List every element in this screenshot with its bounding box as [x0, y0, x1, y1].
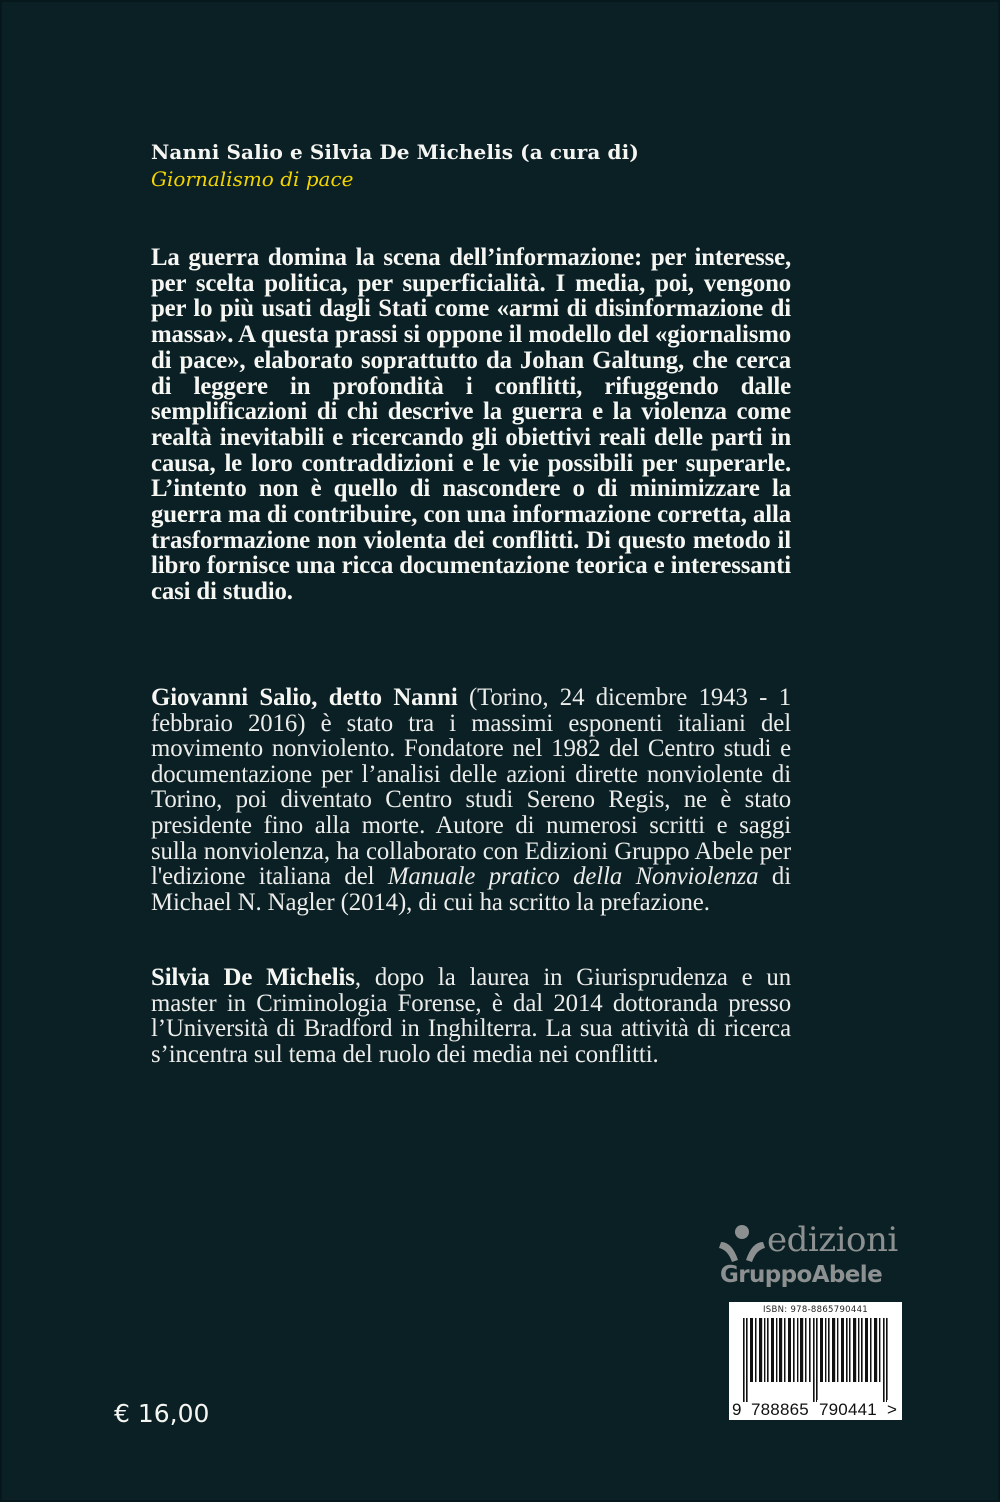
authors-line: Nanni Salio e Silvia De Michelis (a cura di) [151, 140, 639, 164]
price-label: € 16,00 [114, 1399, 210, 1428]
bio-demichelis-name: Silvia De Michelis [151, 964, 355, 991]
isbn-label: ISBN: 978-8865790441 [762, 1305, 869, 1315]
bio-salio-book-title: Manuale pratico della Nonviolenza [387, 863, 759, 891]
publisher-name-edizioni: edizioni [767, 1220, 898, 1260]
publisher-logo [718, 1220, 908, 1294]
book-title: Giornalismo di pace [151, 167, 354, 191]
barcode-digits-right: 790441 [819, 1400, 877, 1419]
bio-salio-text-end: di Michael N. Nagler (2014), di cui ha scritto la prefazione. [151, 863, 791, 916]
barcode-bars [739, 1318, 891, 1402]
bio-salio [151, 685, 791, 915]
bio-salio-name: Giovanni Salio, detto Nanni [151, 684, 458, 711]
bio-demichelis-text: , dopo la laurea in Giurisprudenza e un master in Criminologia Forense, è dal 2014 dottoranda presso l’Università di Bradford in Inghilterra. La sua attività di ricerca s’incentra sul tema del ruolo dei media nei conflitti. [151, 964, 792, 1068]
blurb-paragraph: La guerra domina la scena dell’informazione: per interesse, per scelta politica, per superficialità. I media, poi, vengono per lo più usati dagli Stati come «armi di disinformazione di massa». A questa prassi si oppone il modello del «giornalismo di pace», elaborato soprattutto da Johan Galtung, che cerca di leggere in profondità i conflitti, rifuggendo dalle semplificazioni di chi descrive la guerra e la violenza come realtà inevitabili e ricercando gli obiettivi reali delle parti in causa, le loro contraddizioni e le vie possibili per superarle. L’intento non è quello di nascondere o di minimizzare la guerra ma di contribuire, con una informazione corretta, alla trasformazione non violenta dei conflitti. Di questo metodo il libro fornisce una ricca documentazione teorica e interessanti casi di studio. [151, 244, 791, 606]
barcode-digits [729, 1400, 902, 1420]
book-header [151, 138, 871, 192]
barcode-digits-left: 788865 [751, 1400, 809, 1419]
bio-salio-text: (Torino, 24 dicembre 1943 - 1 febbraio 2016) è stato tra i massimi esponenti italiani del movimento nonviolento. Fondatore nel 1982 del Centro studi e documentazione per l’analisi delle azioni dirette nonviolente di Torino, poi diventato Centro studi Sereno Regis, ne è stato presidente fino alla morte. Autore di numerosi scritti e saggi sulla nonviolenza, ha collaborato con Edizioni Gruppo Abele per l'edizione italiana del [151, 684, 791, 891]
bio-demichelis [151, 965, 791, 1067]
barcode-arrow: > [887, 1400, 897, 1419]
person-arms-up-icon [718, 1224, 766, 1264]
isbn-barcode [729, 1302, 902, 1420]
publisher-name-gruppoabele: GruppoAbele [720, 1262, 883, 1288]
barcode-digit-first: 9 [732, 1400, 742, 1419]
